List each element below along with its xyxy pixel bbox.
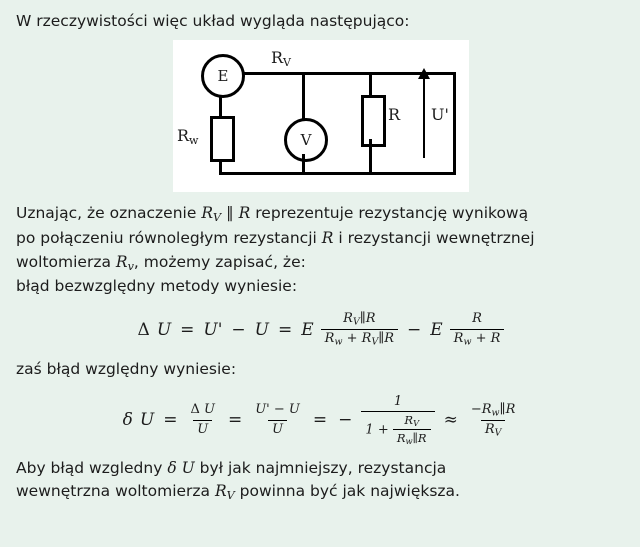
paragraph-relative-intro [16, 358, 626, 382]
measured-voltage-label: U' [431, 105, 449, 125]
wire-load-top [369, 72, 372, 96]
paragraph-definition-line4: błąd bezwzględny metody wyniesie: [16, 277, 298, 296]
voltmeter [284, 118, 328, 162]
paragraph-definition-line1: Uznając, że oznaczenie $R_V$ ∥ R reprezentuje rezystancję wynikową [16, 204, 529, 225]
internal-resistor-label: $R_w$ [177, 126, 199, 148]
fraction-minus-rw-par-r-over-rv: $\frac{-R_w\parallel R}{R_V}$ [470, 401, 516, 438]
equation-absolute-error: Δ U = U' − U = E $\frac{R_V\parallel R}{R_w + R_V\parallel R}$ − E $\frac{R}{R_w + R}$ [16, 311, 626, 348]
fraction-rv-over-rw-par-r: $\frac{R_V}{R_w\parallel R}$ [393, 413, 431, 447]
wire-bottom [219, 172, 456, 175]
voltmeter-resistance-label: $R_V$ [271, 48, 291, 70]
load-resistor-label: R [388, 105, 401, 125]
equation-relative-error: δ U = $\frac{\text{Δ U}}{U}$ = $\frac{U' - U}{U}$ = − 1 1 + $\frac{R_V}{R_w\parallel R}$ ≈ $\frac{-R_w\parallel R}{R_V}$ [16, 394, 626, 447]
voltage-source-label: E [217, 67, 229, 86]
intro-sentence: W rzeczywistości więc układ wygląda następująco: [16, 12, 410, 30]
voltage-source [201, 54, 245, 98]
paragraph-relative-intro-line1: zaś błąd względny wyniesie: [16, 360, 237, 379]
fraction-one-over-one-plus-ratio: 1 1 + $\frac{R_V}{R_w\parallel R}$ [361, 394, 434, 447]
fraction-r-over-rw-plus-r: $\frac{R}{R_w + R}$ [450, 311, 505, 347]
paragraph-definition [16, 202, 626, 299]
paragraph-conclusion [16, 457, 626, 505]
paragraph-conclusion-line2: wewnętrzna woltomierza $R_V$ powinna być jak największa. [16, 482, 460, 502]
internal-resistor [210, 116, 235, 162]
load-resistor [361, 95, 386, 147]
paragraph-conclusion-line1: Aby błąd wzgledny δ U był jak najmniejszy, rezystancja [16, 458, 447, 477]
wire-voltmeter-branch [302, 72, 305, 120]
wire-voltmeter-branch-lower [302, 154, 305, 174]
voltage-arrow-line [423, 78, 425, 158]
paragraph-definition-line3: woltomierza $R_v$, możemy zapisać, że: [16, 252, 306, 273]
voltmeter-label: V [300, 131, 312, 150]
fraction-rv-par-r-over-rw-plus: $\frac{R_V\parallel R}{R_w + R_V\parallel R}$ [321, 311, 398, 348]
fraction-delta-u-over-u: $\frac{\text{Δ U}}{U}$ [190, 402, 215, 437]
paragraph-definition-line2: po połączeniu równoległym rezystancji R i rezystancji wewnętrznej [16, 229, 535, 248]
circuit-figure [173, 40, 469, 192]
wire-right [453, 72, 456, 175]
wire-load-bottom [369, 139, 372, 174]
fraction-uprime-minus-u-over-u: $\frac{U' - U}{U}$ [255, 402, 300, 437]
voltage-arrow-head [418, 68, 430, 79]
